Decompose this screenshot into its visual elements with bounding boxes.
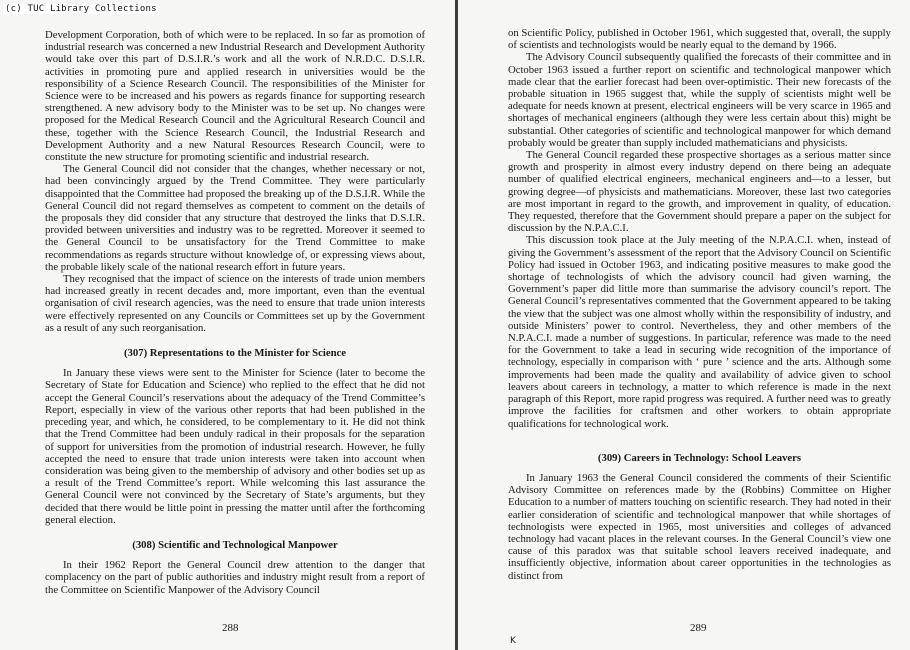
- section-heading-308: (308) Scientific and Technological Manpower: [132, 538, 338, 551]
- paragraph: The General Council did not consider that the changes, whether necessary or not, had been convincingly argued by the Trend Committee. They were particularly disappointed that the Committee had proposed the breaking up of the D.S.I.R. While the General Council did not regard themselves as competent to comment on the details of the proposals they did consider that any structure that destroyed the links that D.S.I.R. provided between universities and industry was to be regretted. Moreover it seemed to the General Council to be unsatisfactory for the Trend Committee to make recommendations as regards structure without knowledge of, or expressing views about, the probable likely scale of the national research effort in future years.: [45, 163, 425, 273]
- paragraph: In January these views were sent to the Minister for Science (later to become the Secretary of State for Education and Science) who replied to the effect that he did not accept the General Council’s reservations about the adequacy of the Trend Committee’s Report, especially in view of the various other reports that had been published in the preceding year, and which, he considered, to be complementary to it. He did not think that the Trend Committee had been unduly radical in their proposals for the separation of support for universities from the promotion of industrial research. However, he fully accepted the need to ensure that trade union interests were taken into account when consideration was being given to the membership of advisory and other bodies set up as a result of the Trend Committee’s report. While welcoming this last assurance the General Council were not convinced by the Secretary of State’s arguments, but they decided that there would be little point in pressing the matter until after the forthcoming general election.: [45, 367, 425, 526]
- page-number: 289: [690, 622, 707, 634]
- footer-mark: K: [510, 636, 516, 646]
- paragraph: Development Corporation, both of which were to be replaced. In so far as promotion of industrial research was concerned a new Industrial Research and Development Authority would take over this part of D.S.I.R.’s work and all the work of N.R.D.C. D.S.I.R. activities in promoting pure and applied research in universities would be the responsibility of a Science Research Council. The responsibilities of the Minister for Science were to be increased and his powers as regards finance for supporting research strengthened. A new advisory body to the Minister was to be set up. No changes were proposed for the Medical Research Council and the Agricultural Research Council and these, together with the Science Research Council, the Industrial Research and Development Authority and a new Natural Resources Research Council, were to constitute the new structure for promoting scientific and industrial research.: [45, 29, 425, 164]
- paragraph: The Advisory Council subsequently qualified the forecasts of their committee and in October 1963 issued a further report on scientific and technological manpower which made clear that the earlier forecast had been over-optimistic. Their new forecasts of the probable situation in 1965 suggest that, while the supply of scientists might well be adequate for needs known at present, electrical engineers will be very scarce in 1965 and shortages of mechanical engineers (although they were less certain about this) might be substantial. Other categories of scientific and technological manpower for which demand probably would be greater than supply included mathematicians and physicists.: [508, 51, 891, 149]
- watermark: (c) TUC Library Collections: [5, 4, 157, 14]
- left-page-text: [45, 29, 425, 596]
- section-heading-309: (309) Careers in Technology: School Leavers: [597, 451, 802, 464]
- right-page-text: [508, 27, 891, 582]
- paragraph: This discussion took place at the July meeting of the N.P.A.C.I. when, instead of giving the Government’s assessment of the report that the Advisory Council on Scientific Policy had issued in October 1963, and indicating positive measures to make good the shortage of technologists of which the advisory council had given warning, the Government’s paper did little more than summarise the advisory council’s report. The General Council’s representatives commented that the Government appeared to be taking the view that the subject was one almost wholly within the responsibility of industry, and outside Ministers’ power to control. Nevertheless, they and other members of the N.P.A.C.I. made a number of suggestions. In particular, reference was made to the need for the Government to take a lead in securing wide recognition of the importance of technology, especially in comparison with ‘ pure ’ science and the arts. Although some improvements had been made the quality and availability of advice given to school leavers about careers in technology, a matter to which reference is made in the next paragraph of this Report, more rapid progress was required. A further need was to greatly improve the facilities for craftsmen and other workers to obtain appropriate qualifications for technological work.: [508, 234, 891, 430]
- paragraph: The General Council regarded these prospective shortages as a serious matter since growth and prosperity in almost every industry depend on there being an adequate number of qualified electrical engineers, mechanical engineers and—to a lesser, but growing degree—of physicists and mathematicians. Moreover, these last two categories are most important in regard to the growth, and improvement in quality, of education. They requested, therefore that the Government should prepare a paper on the subject for discussion by the N.P.A.C.I.: [508, 149, 891, 235]
- right-page: [458, 0, 910, 650]
- paragraph: on Scientific Policy, published in October 1961, which suggested that, overall, the supply of scientists and technologists would be nearly equal to the demand by 1966.: [508, 27, 891, 52]
- paragraph: In their 1962 Report the General Council drew attention to the danger that complacency on the part of public authorities and industry might result from a report of the Committee on Scientific Manpower of the Advisory Council: [45, 559, 425, 596]
- paragraph: They recognised that the impact of science on the interests of trade union members had increased greatly in recent decades and, more important, even than the eventual organisation of civil research agencies, was the need to ensure that trade union interests were effectively represented on any Councils or Committees set up by the Government as a result of any such reorganisation.: [45, 273, 425, 334]
- page-number: 288: [222, 622, 239, 634]
- section-heading-307: (307) Representations to the Minister for Science: [123, 347, 347, 360]
- paragraph: In January 1963 the General Council considered the comments of their Scientific Advisory Committee on references made by the (Robbins) Committee on Higher Education to a number of matters touching on scientific research. They had noted in their earlier consideration of scientific and technological manpower that while shortages of technologists were expected in 1965, most universities and colleges of advanced technology had vacant places in the relevant courses. In the General Council’s view one cause of this paradox was that suitable school leavers received inadequate, and insufficiently objective, information about career opportunities in the technologies as distinct from: [508, 471, 891, 582]
